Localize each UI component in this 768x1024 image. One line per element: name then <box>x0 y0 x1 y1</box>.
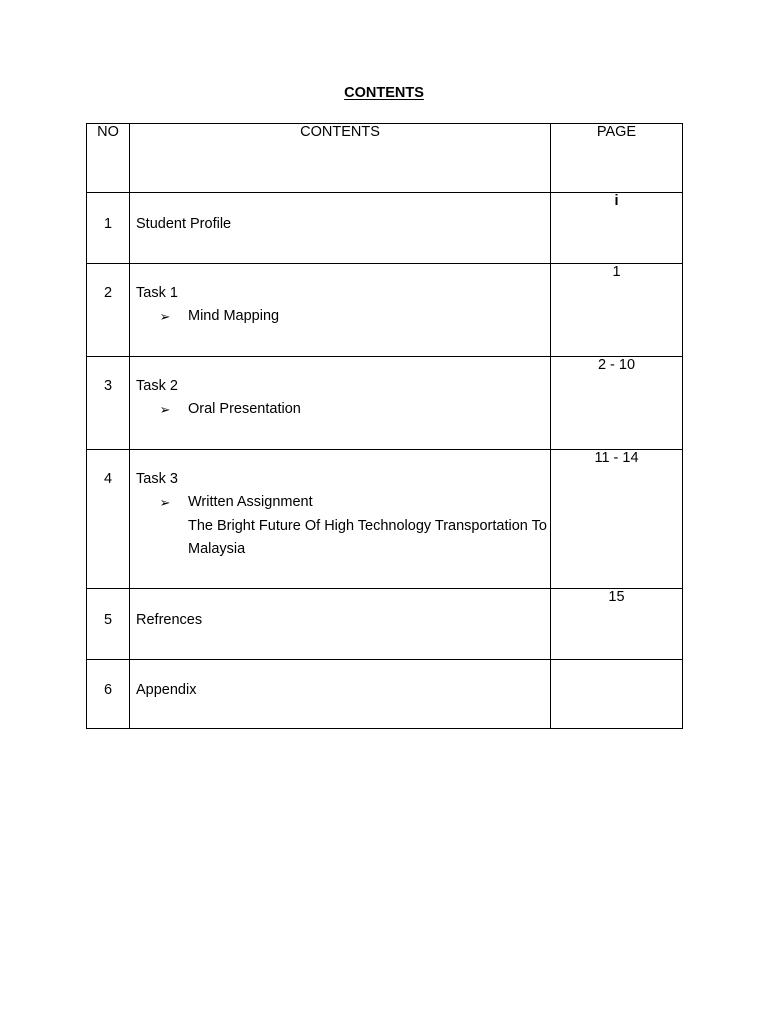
table-row <box>87 589 683 660</box>
row-content-cell <box>130 264 551 357</box>
row-page-cell <box>551 589 683 660</box>
sub-item <box>130 305 550 328</box>
row-title: Task 1 <box>136 285 178 301</box>
row-page: 2 - 10 <box>597 357 636 373</box>
arrow-bullet-icon: ➢ <box>159 309 171 325</box>
row-page-cell <box>551 264 683 357</box>
row-title: Task 2 <box>136 378 178 394</box>
table-row <box>87 660 683 729</box>
row-number: 4 <box>103 471 113 487</box>
contents-table <box>86 123 683 729</box>
row-number-cell <box>87 357 130 450</box>
row-title: Student Profile <box>136 216 232 232</box>
row-title: Task 3 <box>136 471 178 487</box>
sub-item-label: Oral Presentation <box>188 401 301 418</box>
row-number-cell <box>87 660 130 729</box>
sub-item-label: Written Assignment <box>188 494 313 511</box>
row-page: 1 <box>612 264 621 280</box>
sub-item <box>130 491 550 561</box>
row-page-cell <box>551 193 683 264</box>
header-page: PAGE <box>551 124 683 193</box>
row-page: 11 - 14 <box>594 450 639 466</box>
sub-item-description: Malaysia <box>188 540 246 557</box>
row-number: 1 <box>103 216 113 232</box>
row-number: 6 <box>103 682 113 698</box>
sub-item-label: Mind Mapping <box>188 308 280 325</box>
table-row <box>87 264 683 357</box>
row-page: i <box>614 193 619 209</box>
table-row <box>87 357 683 450</box>
row-page-cell <box>551 450 683 589</box>
row-title: Appendix <box>136 682 197 698</box>
sub-item-description: The Bright Future Of High Technology Transportation To <box>188 517 547 534</box>
row-content-cell <box>130 589 551 660</box>
row-content-cell <box>130 450 551 589</box>
arrow-bullet-icon: ➢ <box>159 495 171 511</box>
row-number-cell <box>87 264 130 357</box>
row-number: 5 <box>103 612 113 628</box>
row-number: 3 <box>103 378 113 394</box>
row-number-cell <box>87 589 130 660</box>
row-content-cell <box>130 357 551 450</box>
table-row <box>87 193 683 264</box>
row-content-cell <box>130 193 551 264</box>
row-title: Refrences <box>136 612 203 628</box>
row-page-cell <box>551 660 683 729</box>
row-page: 15 <box>608 589 625 605</box>
table-row <box>87 450 683 589</box>
row-number-cell <box>87 193 130 264</box>
row-page-cell <box>551 357 683 450</box>
row-number: 2 <box>103 285 113 301</box>
row-number-cell <box>87 450 130 589</box>
arrow-bullet-icon: ➢ <box>159 402 171 418</box>
table-header-row <box>87 124 683 193</box>
header-no: NO <box>87 124 130 193</box>
row-content-cell <box>130 660 551 729</box>
sub-item <box>130 398 550 421</box>
header-contents: CONTENTS <box>130 124 551 193</box>
page-title: CONTENTS <box>344 85 424 101</box>
